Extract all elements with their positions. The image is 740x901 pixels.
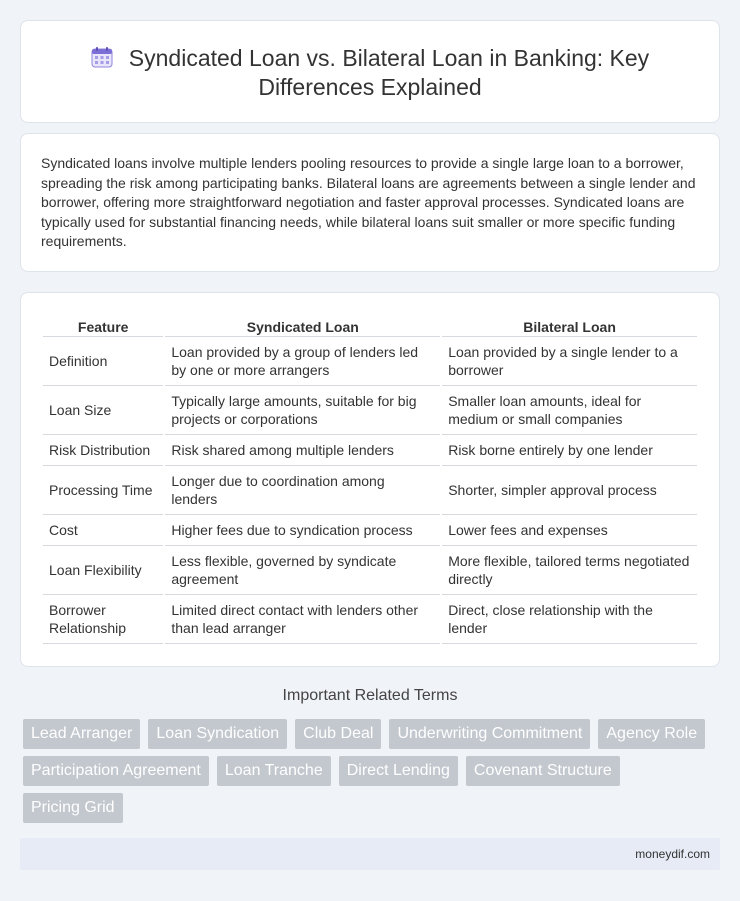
bilateral-cell: Risk borne entirely by one lender — [442, 435, 697, 466]
related-terms-list — [23, 719, 713, 823]
comparison-table — [41, 317, 699, 644]
header-card — [20, 20, 720, 123]
intro-paragraph: Syndicated loans involve multiple lenders pooling resources to provide a single large loan to a borrower, spreading the risk among participating banks. Bilateral loans are agreements between a single lender and borrower, offering more straightforward negotiation and faster approval processes. Syndicated loans are typically used for substantial financing needs, while bilateral loans suit smaller or more specific funding requirements. — [41, 155, 696, 249]
footer — [20, 838, 720, 870]
header-syndicated: Syndicated Loan — [165, 317, 440, 337]
bilateral-cell: Shorter, simpler approval process — [442, 466, 697, 515]
page-title-text: Syndicated Loan vs. Bilateral Loan in Banking: Key Differences Explained — [128, 45, 650, 100]
table-row — [43, 337, 697, 386]
table-header-row — [43, 317, 697, 337]
syndicated-cell: Typically large amounts, suitable for big projects or corporations — [165, 386, 440, 435]
table-row — [43, 386, 697, 435]
tag-loan-syndication[interactable]: Loan Syndication — [148, 719, 287, 749]
tag-participation-agreement[interactable]: Participation Agreement — [23, 756, 209, 786]
feature-cell: Loan Size — [43, 386, 163, 435]
syndicated-cell: Loan provided by a group of lenders led by one or more arrangers — [165, 337, 440, 386]
feature-cell: Borrower Relationship — [43, 595, 163, 644]
related-terms-heading: Important Related Terms — [282, 687, 458, 704]
table-row — [43, 466, 697, 515]
syndicated-cell: Limited direct contact with lenders other than lead arranger — [165, 595, 440, 644]
feature-cell: Loan Flexibility — [43, 546, 163, 595]
header-bilateral: Bilateral Loan — [442, 317, 697, 337]
tag-loan-tranche[interactable]: Loan Tranche — [217, 756, 331, 786]
tag-covenant-structure[interactable]: Covenant Structure — [466, 756, 620, 786]
syndicated-cell: Higher fees due to syndication process — [165, 515, 440, 546]
feature-cell: Processing Time — [43, 466, 163, 515]
intro-card — [20, 133, 720, 272]
table-row — [43, 546, 697, 595]
table-row — [43, 595, 697, 644]
syndicated-cell: Risk shared among multiple lenders — [165, 435, 440, 466]
bilateral-cell: Smaller loan amounts, ideal for medium or small companies — [442, 386, 697, 435]
syndicated-cell: Less flexible, governed by syndicate agreement — [165, 546, 440, 595]
syndicated-cell: Longer due to coordination among lenders — [165, 466, 440, 515]
table-row — [43, 435, 697, 466]
page-title — [51, 44, 689, 102]
feature-cell: Risk Distribution — [43, 435, 163, 466]
tag-agency-role[interactable]: Agency Role — [598, 719, 705, 749]
tag-club-deal[interactable]: Club Deal — [295, 719, 381, 749]
comparison-card — [20, 292, 720, 667]
feature-cell: Cost — [43, 515, 163, 546]
tag-lead-arranger[interactable]: Lead Arranger — [23, 719, 140, 749]
bilateral-cell: Direct, close relationship with the lender — [442, 595, 697, 644]
tag-pricing-grid[interactable]: Pricing Grid — [23, 793, 123, 823]
bilateral-cell: Lower fees and expenses — [442, 515, 697, 546]
header-feature: Feature — [43, 317, 163, 337]
bilateral-cell: More flexible, tailored terms negotiated directly — [442, 546, 697, 595]
feature-cell: Definition — [43, 337, 163, 386]
footer-site-link[interactable]: moneydif.com — [635, 847, 710, 861]
table-row — [43, 515, 697, 546]
calendar-icon — [91, 46, 113, 68]
tag-underwriting-commitment[interactable]: Underwriting Commitment — [389, 719, 590, 749]
tag-direct-lending[interactable]: Direct Lending — [339, 756, 458, 786]
bilateral-cell: Loan provided by a single lender to a borrower — [442, 337, 697, 386]
